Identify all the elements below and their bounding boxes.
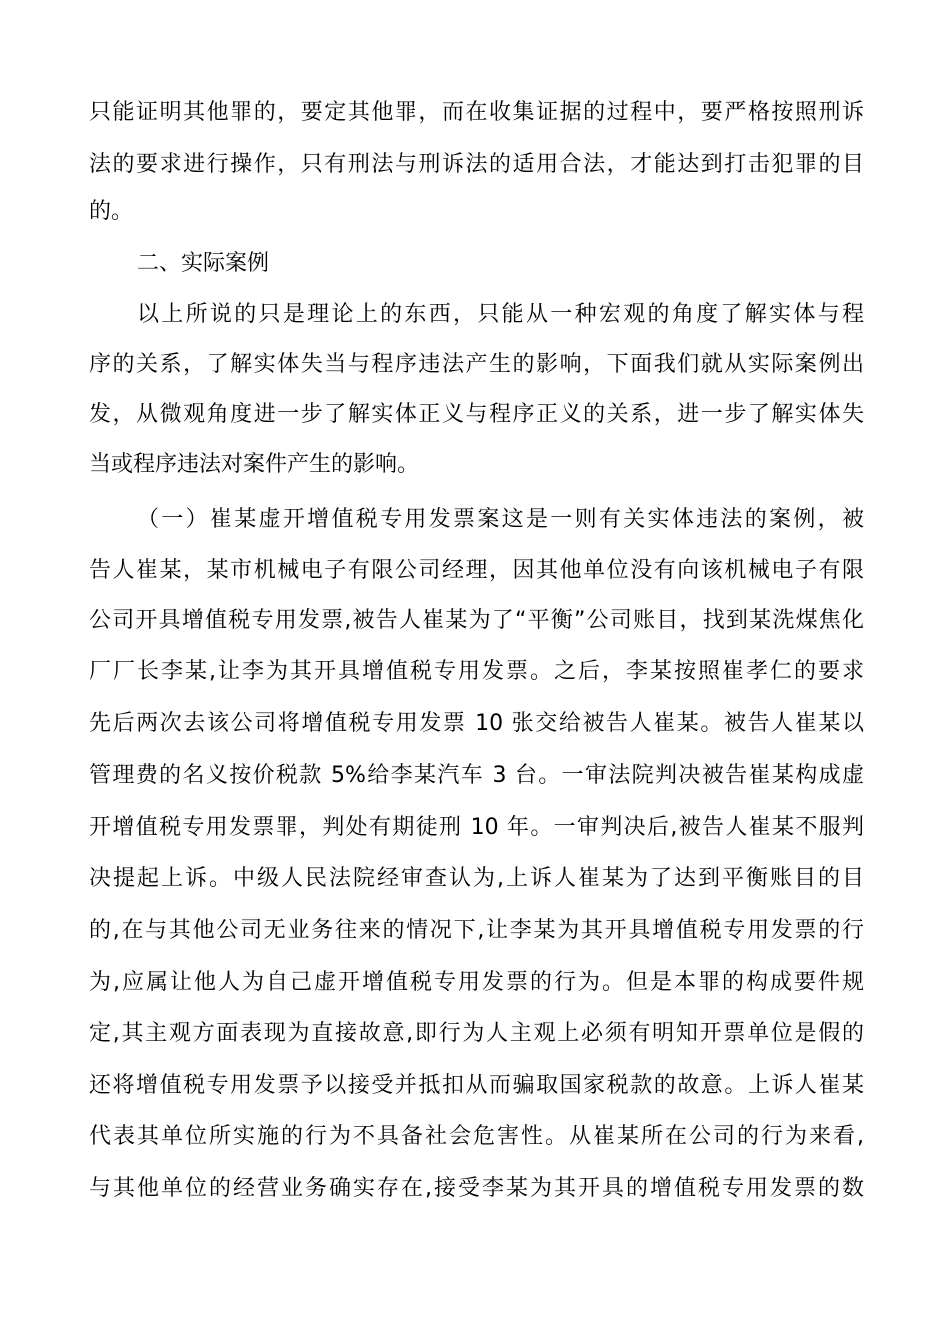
text-line: 以上所说的只是理论上的东西，只能从一种宏观的角度了解实体与程 [137, 302, 864, 327]
text-line: 管理费的名义按价税款 5%给李某汽车 3 台。一审法院判决被告崔某构成虚 [89, 763, 864, 788]
text-line: 代表其单位所实施的行为不具备社会危害性。从崔某所在公司的行为来看, [89, 1124, 864, 1149]
text-line: 还将增值税专用发票予以接受并抵扣从而骗取国家税款的故意。上诉人崔某 [89, 1073, 864, 1098]
text-line: 告人崔某，某市机械电子有限公司经理，因其他单位没有向该机械电子有限 [89, 558, 864, 583]
text-line: 为,应属让他人为自己虚开增值税专用发票的行为。但是本罪的构成要件规 [89, 970, 864, 995]
text-line: 的,在与其他公司无业务往来的情况下,让李某为其开具增值税专用发票的行 [89, 918, 864, 943]
text-line: 先后两次去该公司将增值税专用发票 10 张交给被告人崔某。被告人崔某以 [89, 711, 864, 736]
section-heading: 二、实际案例 [137, 251, 270, 276]
text-line: 公司开具增值税专用发票,被告人崔某为了“平衡”公司账目，找到某洗煤焦化 [89, 608, 864, 633]
subsection-heading: （一）崔某虚开增值税专用发票案这是一则有关实体违法的案例，被 [137, 507, 864, 532]
text-line: 与其他单位的经营业务确实存在,接受李某为其开具的增值税专用发票的数 [89, 1176, 864, 1201]
text-line: 决提起上诉。中级人民法院经审查认为,上诉人崔某为了达到平衡账目的目 [89, 866, 864, 891]
text-line: 当或程序违法对案件产生的影响。 [89, 452, 420, 477]
text-line: 厂厂长李某,让李为其开具增值税专用发票。之后，李某按照崔孝仁的要求 [89, 659, 864, 684]
text-line: 序的关系，了解实体失当与程序违法产生的影响，下面我们就从实际案例出 [89, 352, 864, 377]
text-line: 定,其主观方面表现为直接故意,即行为人主观上必须有明知开票单位是假的 [89, 1021, 864, 1046]
text-line: 发，从微观角度进一步了解实体正义与程序正义的关系，进一步了解实体失 [89, 402, 864, 427]
text-line: 的。 [89, 199, 134, 224]
text-line: 开增值税专用发票罪，判处有期徒刑 10 年。一审判决后,被告人崔某不服判 [89, 815, 864, 840]
text-line: 只能证明其他罪的，要定其他罪，而在收集证据的过程中，要严格按照刑诉 [89, 100, 864, 125]
text-line: 法的要求进行操作，只有刑法与刑诉法的适用合法，才能达到打击犯罪的目 [89, 152, 864, 177]
